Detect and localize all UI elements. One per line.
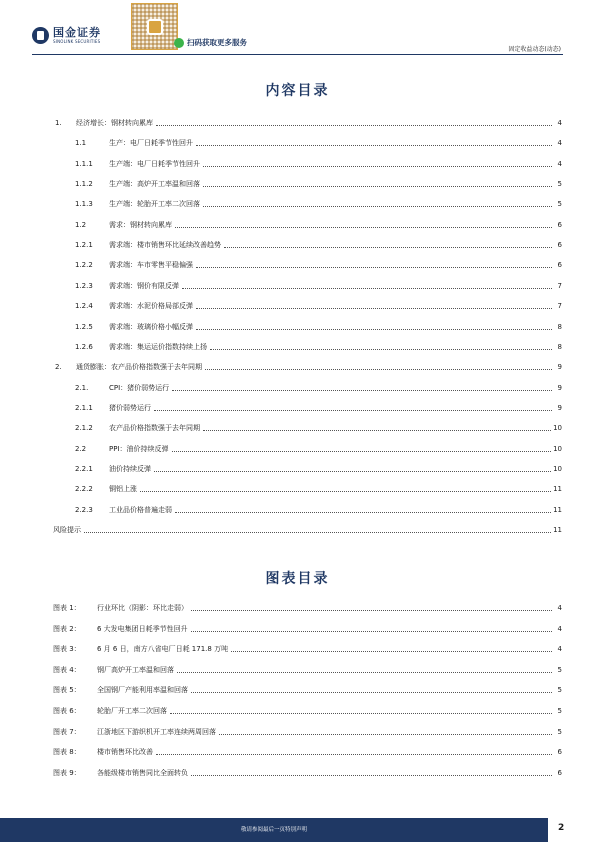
footer-bar	[0, 818, 548, 842]
toc-entry-number: 2.	[55, 363, 62, 372]
toc-entry-title: 需求端：水泥价格局部反弹	[109, 302, 193, 311]
toc-entry-title: 需求端：车市零售平稳偏强	[109, 261, 193, 270]
toc-entry-title: 6 月 6 日，南方八省电厂日耗 171.8 万吨	[97, 645, 229, 654]
toc-entry-number: 图表 8：	[53, 748, 81, 757]
toc-entry[interactable]	[53, 663, 562, 675]
toc-entry[interactable]	[75, 421, 562, 433]
toc-entry-page: 6	[557, 261, 562, 270]
toc-entry-page: 4	[557, 159, 562, 168]
report-type: 固定收益动态(动态)	[508, 46, 561, 53]
dot-leader	[203, 186, 552, 187]
toc-entry-title: 行业环比（阴影：环比走弱）	[97, 604, 188, 612]
toc-entry-number: 图表 9：	[53, 768, 81, 777]
toc-entry[interactable]	[75, 279, 562, 291]
dot-leader	[175, 512, 551, 513]
toc-entry-title: PPI：油价持续反弹	[109, 444, 169, 453]
toc-entry-title: 江浙地区下游织机开工率连续两周回落	[97, 727, 216, 736]
dot-leader	[156, 125, 552, 126]
page-number: 2	[558, 823, 565, 833]
toc-entry[interactable]	[75, 503, 562, 515]
page-header	[0, 0, 595, 52]
toc-entry[interactable]	[75, 258, 562, 270]
dot-leader	[172, 451, 552, 452]
toc-entry-title: 需求端：钢价有限反弹	[109, 281, 179, 290]
toc-entry-page: 4	[557, 645, 562, 654]
toc-entry-title: 铜铝上涨	[109, 485, 137, 494]
toc-entry-page: 5	[557, 180, 562, 189]
dot-leader	[172, 390, 552, 391]
toc-entry[interactable]	[55, 360, 562, 372]
toc-entry-number: 图表 7：	[53, 727, 81, 736]
dot-leader	[154, 410, 552, 411]
dot-leader	[140, 491, 551, 492]
toc-entry[interactable]	[75, 340, 562, 352]
toc-entry-title: 经济增长：钢材转向累库	[76, 119, 153, 127]
toc-entry[interactable]	[53, 704, 562, 716]
toc-entry[interactable]	[53, 622, 562, 634]
toc-entry-title: 通货膨胀：农产品价格指数强于去年同期	[76, 363, 202, 372]
dot-leader	[84, 532, 551, 533]
toc-entry[interactable]	[75, 136, 562, 148]
dot-leader	[191, 775, 552, 776]
toc-entry-page: 7	[557, 302, 562, 311]
toc-entry-title: 全国钢厂产能利用率温和回落	[97, 686, 188, 695]
toc-entry[interactable]	[75, 197, 562, 209]
toc-entry-number: 图表 4：	[53, 665, 81, 674]
toc-entry[interactable]	[55, 116, 562, 128]
toc-entry-number: 1.2.1	[75, 241, 93, 250]
toc-entry-title: CPI：猪价弱势运行	[109, 383, 170, 392]
toc-entry[interactable]	[53, 523, 562, 535]
toc-entry-page: 9	[557, 363, 562, 372]
toc-entry-number: 1.1.2	[75, 180, 93, 189]
toc-entry-number: 1.1.3	[75, 200, 93, 209]
toc-entry-page: 10	[553, 464, 562, 473]
toc-entry[interactable]	[53, 601, 562, 613]
dot-leader	[219, 734, 552, 735]
toc-entry[interactable]	[75, 320, 562, 332]
dot-leader	[177, 672, 552, 673]
toc-entry-title: 生产端：电厂日耗季节性回升	[109, 159, 200, 168]
toc-entry-title: 工业品价格普遍走弱	[109, 505, 172, 514]
toc-entry-page: 6	[557, 220, 562, 229]
toc-entry[interactable]	[75, 299, 562, 311]
dot-leader	[191, 610, 552, 611]
toc-entry[interactable]	[53, 642, 562, 654]
toc-entry-number: 2.1.	[75, 383, 89, 392]
dot-leader	[170, 713, 552, 714]
dot-leader	[196, 145, 552, 146]
toc-entry-number: 1.1	[75, 139, 87, 148]
toc-entry-page: 6	[557, 768, 562, 777]
toc-entry-page: 9	[557, 403, 562, 412]
toc-entry[interactable]	[75, 462, 562, 474]
dot-leader	[210, 349, 552, 350]
dot-leader	[205, 369, 552, 370]
toc-entry[interactable]	[75, 401, 562, 413]
toc-entry-title: 楼市销售环比改善	[97, 748, 153, 757]
toc-entry-page: 9	[557, 383, 562, 392]
toc-entry-number: 2.1.2	[75, 424, 93, 433]
dot-leader	[196, 329, 552, 330]
dot-leader	[182, 288, 552, 289]
toc-entry-number: 1.2.3	[75, 281, 93, 290]
toc-entry-title: 轮胎厂开工率二次回落	[97, 707, 167, 715]
toc-entry[interactable]	[53, 683, 562, 695]
toc-entry[interactable]	[75, 177, 562, 189]
toc-entry-page: 8	[557, 342, 562, 351]
toc-heading: 内容目录	[265, 83, 330, 99]
toc-entry-number: 2.2.1	[75, 464, 93, 473]
toc-entry-title: 钢厂高炉开工率温和回落	[97, 665, 174, 674]
toc-entry-page: 5	[557, 707, 562, 715]
toc-entry-page: 5	[557, 200, 562, 209]
toc-entry-number: 2.2.3	[75, 505, 93, 514]
toc-entry-number: 1.2.2	[75, 261, 93, 270]
toc-entry-title: 需求：钢材转向累库	[109, 220, 172, 229]
toc-entry-number: 图表 5：	[53, 686, 81, 695]
toc-entry-page: 4	[557, 119, 562, 127]
dot-leader	[154, 471, 551, 472]
toc-entry-page: 8	[557, 322, 562, 331]
figures-heading: 图表目录	[265, 571, 330, 587]
toc-entry-number: 图表 6：	[53, 707, 81, 715]
dot-leader	[203, 430, 551, 431]
dot-leader	[203, 166, 552, 167]
toc-entry-page: 11	[553, 485, 562, 494]
toc-entry-title: 需求端：集运运价指数持续上扬	[109, 342, 207, 351]
qr-caption: 扫码获取更多服务	[187, 38, 247, 47]
toc-entry-page: 4	[557, 139, 562, 148]
company-logo	[32, 24, 124, 46]
toc-entry-title: 各能级楼市销售同比全面转负	[97, 768, 188, 777]
dot-leader	[191, 692, 552, 693]
toc-entry-title: 需求端：玻璃价格小幅反弹	[109, 322, 193, 331]
toc-entry-number: 1.	[55, 119, 62, 127]
wechat-icon	[174, 38, 184, 48]
dot-leader	[231, 651, 552, 652]
toc-entry-number: 1.2.6	[75, 342, 93, 351]
toc-entry-number: 1.2.4	[75, 302, 93, 311]
toc-entry[interactable]	[75, 482, 562, 494]
toc-entry-page: 11	[553, 505, 562, 514]
dot-leader	[175, 227, 552, 228]
toc-entry-title: 油价持续反弹	[109, 464, 151, 473]
footer-disclaimer: 敬请参阅最后一页特别声明	[240, 827, 307, 833]
toc-entry-title: 需求端：楼市销售环比延续改善趋势	[109, 241, 221, 250]
toc-entry-page: 5	[557, 665, 562, 674]
toc-entry-title: 生产端：轮胎开工率二次回落	[109, 200, 200, 209]
toc-entry-page: 4	[557, 624, 562, 633]
toc-entry-number: 1.1.1	[75, 159, 93, 168]
toc-entry-number: 图表 2：	[53, 624, 81, 633]
dot-leader	[203, 206, 552, 207]
toc-entry[interactable]	[75, 442, 562, 454]
toc-entry-page: 6	[557, 241, 562, 250]
toc-entry[interactable]	[75, 238, 562, 250]
toc-entry-title: 风险提示	[53, 526, 81, 534]
toc-entry-title: 6 大发电集团日耗季节性回升	[97, 624, 188, 633]
toc-entry-page: 4	[557, 604, 562, 612]
dot-leader	[224, 247, 552, 248]
toc-entry-number: 2.2	[75, 444, 87, 453]
header-divider	[32, 54, 563, 55]
toc-entry-number: 2.1.1	[75, 403, 93, 412]
toc-entry-number: 1.2	[75, 220, 87, 229]
toc-entry-page: 10	[553, 444, 562, 453]
logo-chinese-name: 国金证券	[53, 25, 101, 39]
toc-entry[interactable]	[75, 381, 562, 393]
dot-leader	[156, 754, 552, 755]
toc-entry-page: 5	[557, 727, 562, 736]
qr-code-icon	[131, 3, 178, 50]
toc-entry-page: 5	[557, 686, 562, 695]
toc-entry[interactable]	[53, 766, 562, 778]
toc-entry-number: 图表 3：	[53, 645, 81, 654]
dot-leader	[196, 308, 552, 309]
toc-entry-number: 图表 1：	[53, 604, 81, 612]
toc-entry-title: 农产品价格指数强于去年同期	[109, 424, 200, 433]
toc-entry[interactable]	[75, 218, 562, 230]
toc-entry-page: 10	[553, 424, 562, 433]
logo-english-name: SINOLINK SECURITIES	[53, 38, 101, 44]
toc-entry-page: 7	[557, 281, 562, 290]
toc-entry[interactable]	[53, 745, 562, 757]
dot-leader	[191, 631, 552, 632]
toc-entry[interactable]	[75, 157, 562, 169]
logo-mark-icon	[32, 27, 49, 44]
toc-entry-title: 生产端：高炉开工率温和回落	[109, 180, 200, 189]
toc-entry-page: 11	[553, 526, 562, 534]
toc-entry-page: 6	[557, 748, 562, 757]
dot-leader	[196, 267, 552, 268]
toc-entry-number: 1.2.5	[75, 322, 93, 331]
toc-entry-title: 猪价弱势运行	[109, 403, 151, 412]
toc-entry-title: 生产：电厂日耗季节性回升	[109, 139, 193, 148]
toc-entry[interactable]	[53, 725, 562, 737]
toc-entry-number: 2.2.2	[75, 485, 93, 494]
page-footer	[0, 818, 595, 842]
